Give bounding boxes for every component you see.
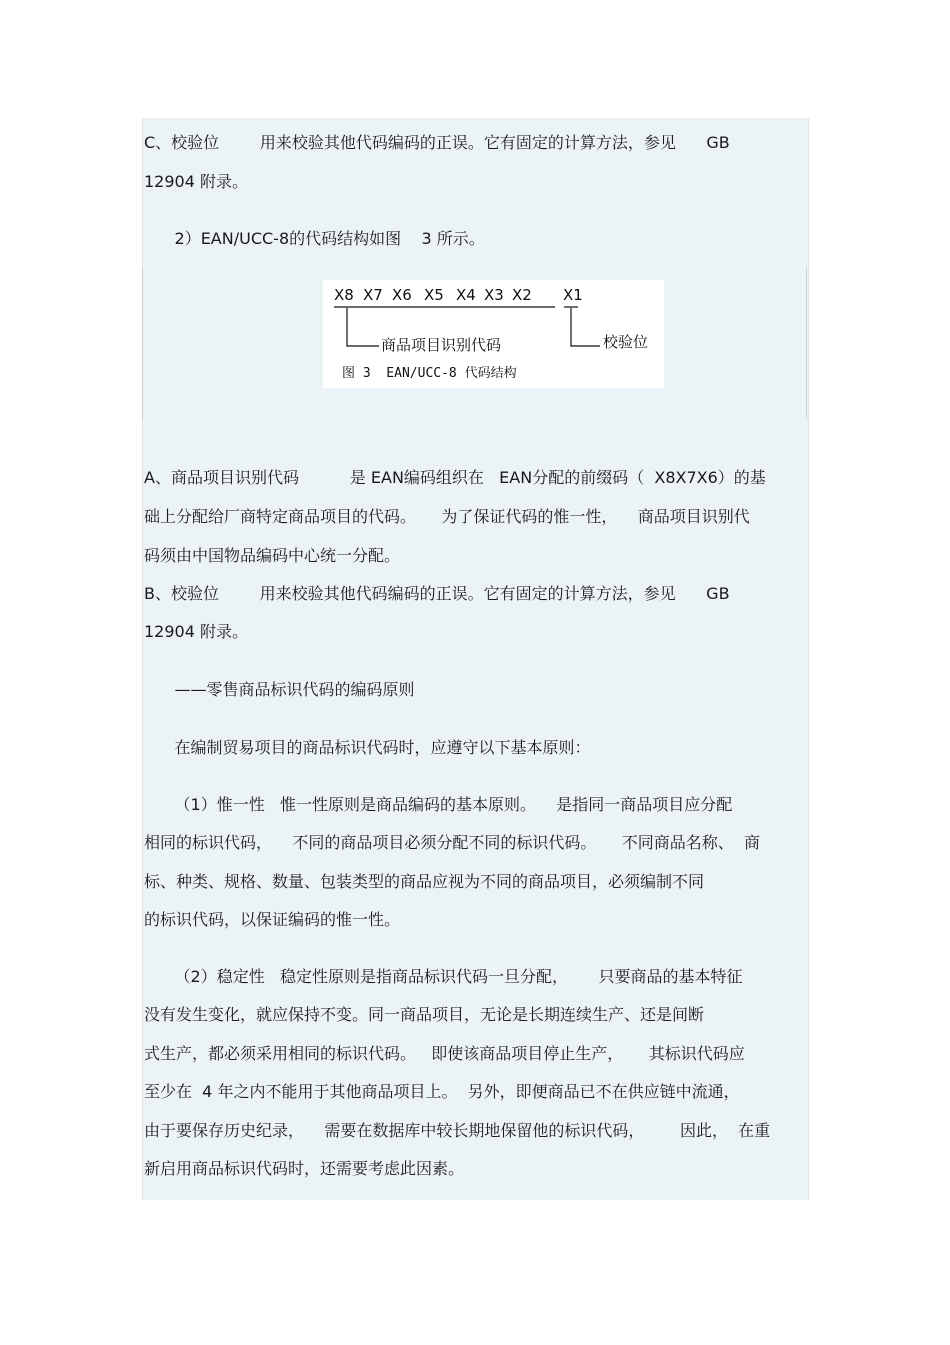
stability-line-2: 没有发生变化，就应保持不变。同一商品项目，无论是长期连续生产、还是间断 xyxy=(144,1005,705,1024)
check-digit-label: 校验位 xyxy=(603,333,649,351)
para-a-item-code-line-2: 础上分配给厂商特定商品项目的代码。 为了保证代码的惟一性， 商品项目识别代 xyxy=(144,507,750,526)
principles-heading: ——零售商品标识代码的编码原则 xyxy=(144,680,415,699)
position-x6: X6 xyxy=(392,286,412,304)
para-b-check-digit-line-1: B、校验位 用来校验其他代码编码的正误。它有固定的计算方法，参见 GB xyxy=(144,584,730,603)
para-a-item-code-line-3: 码须由中国物品编码中心统一分配。 xyxy=(144,546,401,565)
para-c-check-digit-line-2: 12904 附录。 xyxy=(144,172,248,191)
stability-line-5: 由于要保存历史纪录， 需要在数据库中较长期地保留他的标识代码， 因此， 在重 xyxy=(144,1121,771,1140)
para-b-check-digit-line-2: 12904 附录。 xyxy=(144,622,248,641)
stability-line-6: 新启用商品标识代码时，还需要考虑此因素。 xyxy=(144,1159,465,1178)
uniqueness-line-1: （1）惟一性 惟一性原则是商品编码的基本原则。 是指同一商品项目应分配 xyxy=(144,795,733,814)
figure-caption: 图 3 EAN/UCC-8 代码结构 xyxy=(342,366,517,381)
para-c-check-digit-line-1: C、校验位 用来校验其他代码编码的正误。它有固定的计算方法，参见 GB xyxy=(144,133,730,152)
figure-intro-line: 2）EAN/UCC-8的代码结构如图 3 所示。 xyxy=(144,229,485,248)
ean-ucc8-structure-figure xyxy=(323,280,664,388)
position-x7: X7 xyxy=(363,286,383,304)
stability-line-4: 至少在 4 年之内不能用于其他商品项目上。 另外，即便商品已不在供应链中流通， xyxy=(144,1082,740,1101)
stability-line-1: （2）稳定性 稳定性原则是指商品标识代码一旦分配， 只要商品的基本特征 xyxy=(144,967,743,986)
position-x3: X3 xyxy=(484,286,504,304)
uniqueness-line-2: 相同的标识代码， 不同的商品项目必须分配不同的标识代码。 不同商品名称、 商 xyxy=(144,833,760,852)
position-x1: X1 xyxy=(563,286,583,304)
position-x5: X5 xyxy=(424,286,444,304)
stability-line-3: 式生产，都必须采用相同的标识代码。 即使该商品项目停止生产， 其标识代码应 xyxy=(144,1044,745,1063)
uniqueness-line-3: 标、种类、规格、数量、包装类型的商品应视为不同的商品项目，必须编制不同 xyxy=(144,872,705,891)
position-x8: X8 xyxy=(334,286,354,304)
position-x2: X2 xyxy=(512,286,532,304)
principles-intro: 在编制贸易项目的商品标识代码时，应遵守以下基本原则： xyxy=(144,738,591,757)
position-x4: X4 xyxy=(456,286,476,304)
para-a-item-code-line-1: A、商品项目识别代码 是 EAN编码组织在 EAN分配的前缀码（ X8X7X6）的基 xyxy=(144,468,766,487)
item-reference-label: 商品项目识别代码 xyxy=(381,336,502,354)
uniqueness-line-4: 的标识代码，以保证编码的惟一性。 xyxy=(144,910,401,929)
